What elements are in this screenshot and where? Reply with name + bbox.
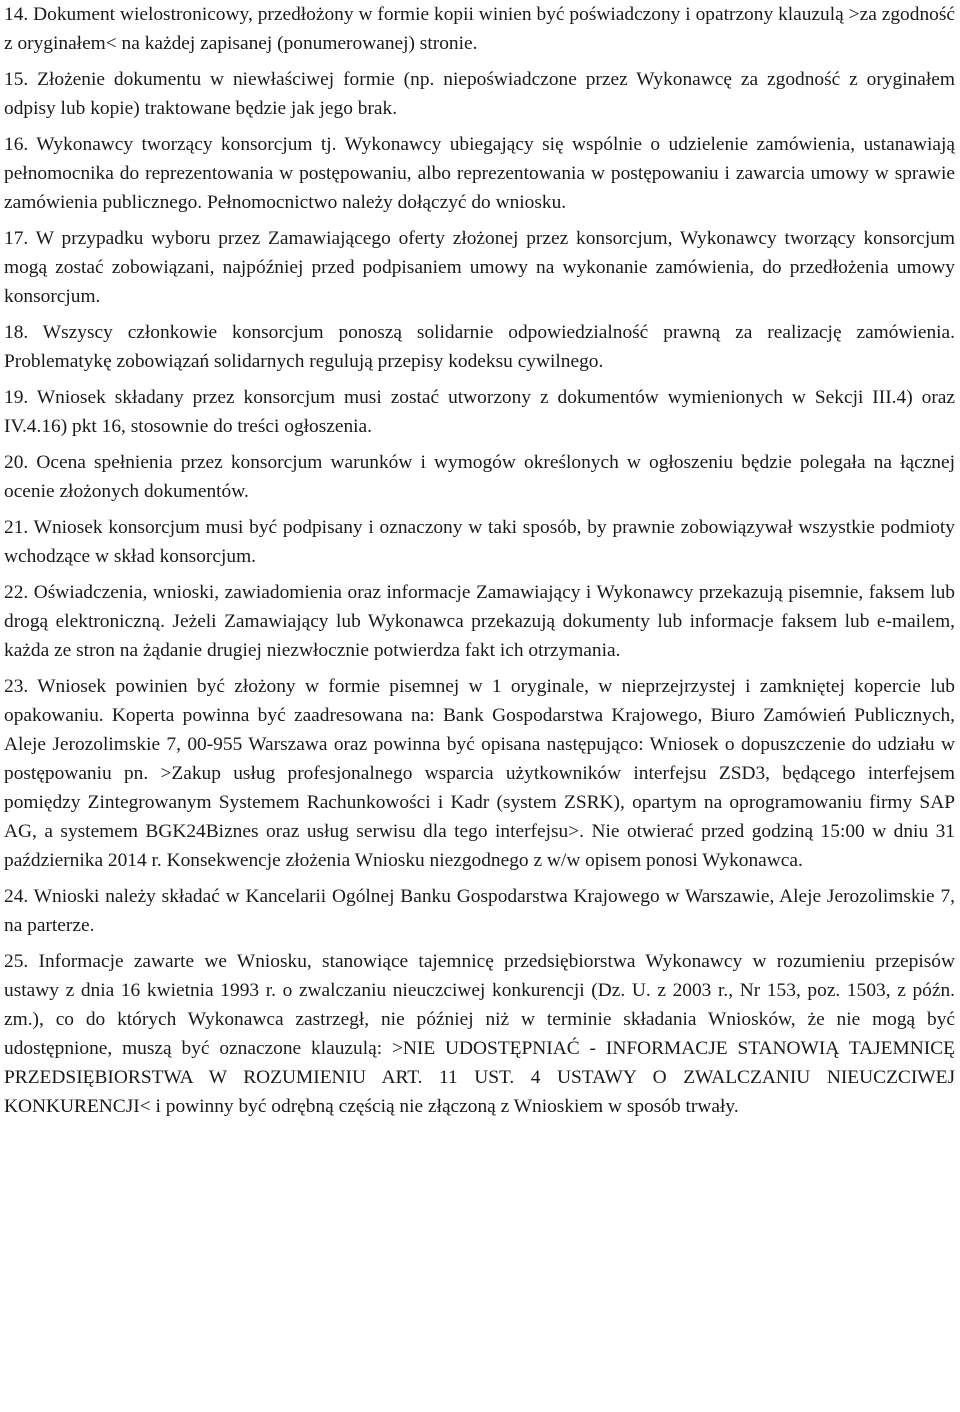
paragraph-24: 24. Wnioski należy składać w Kancelarii Ogólnej Banku Gospodarstwa Krajowego w Warszawie, Aleje Jerozolimskie 7, na parterze. — [4, 886, 955, 936]
paragraph-14: 14. Dokument wielostronicowy, przedłożony w formie kopii winien być poświadczony i opatrzony klauzulą >za zgodność z oryginałem< na każdej zapisanej (ponumerowanej) stronie. — [4, 4, 955, 54]
paragraph-21: 21. Wniosek konsorcjum musi być podpisany i oznaczony w taki sposób, by prawnie zobowiązywał wszystkie podmioty wchodzące w skład konsorcjum. — [4, 517, 955, 567]
paragraph-15: 15. Złożenie dokumentu w niewłaściwej formie (np. niepoświadczone przez Wykonawcę za zgodność z oryginałem odpisy lub kopie) traktowane będzie jak jego brak. — [4, 69, 955, 119]
paragraph-16: 16. Wykonawcy tworzący konsorcjum tj. Wykonawcy ubiegający się wspólnie o udzielenie zamówienia, ustanawiają pełnomocnika do reprezentowania w postępowaniu, albo reprezentowania w postępowaniu i zawarcia umowy w sprawie zamówienia publicznego. Pełnomocnictwo należy dołączyć do wniosku. — [4, 134, 955, 213]
document-page — [4, 0, 955, 1128]
paragraph-19: 19. Wniosek składany przez konsorcjum musi zostać utworzony z dokumentów wymienionych w Sekcji III.4) oraz IV.4.16) pkt 16, stosownie do treści ogłoszenia. — [4, 387, 955, 437]
paragraph-20: 20. Ocena spełnienia przez konsorcjum warunków i wymogów określonych w ogłoszeniu będzie polegała na łącznej ocenie złożonych dokumentów. — [4, 452, 955, 502]
paragraph-18: 18. Wszyscy członkowie konsorcjum ponoszą solidarnie odpowiedzialność prawną za realizację zamówienia. Problematykę zobowiązań solidarnych regulują przepisy kodeksu cywilnego. — [4, 322, 955, 372]
paragraph-25: 25. Informacje zawarte we Wniosku, stanowiące tajemnicę przedsiębiorstwa Wykonawcy w rozumieniu przepisów ustawy z dnia 16 kwietnia 1993 r. o zwalczaniu nieuczciwej konkurencji (Dz. U. z 2003 r., Nr 153, poz. 1503, z późn. zm.), co do których Wykonawca zastrzegł, nie później niż w terminie składania Wniosków, że nie mogą być udostępnione, muszą być oznaczone klauzulą: >NIE UDOSTĘPNIAĆ - INFORMACJE STANOWIĄ TAJEMNICĘ PRZEDSIĘBIORSTWA W ROZUMIENIU ART. 11 UST. 4 USTAWY O ZWALCZANIU NIEUCZCIWEJ KONKURENCJI< i powinny być odrębną częścią nie złączoną z Wnioskiem w sposób trwały. — [4, 951, 955, 1117]
paragraph-22: 22. Oświadczenia, wnioski, zawiadomienia oraz informacje Zamawiający i Wykonawcy przekazują pisemnie, faksem lub drogą elektroniczną. Jeżeli Zamawiający lub Wykonawca przekazują dokumenty lub informacje faksem lub e-mailem, każda ze stron na żądanie drugiej niezwłocznie potwierdza fakt ich otrzymania. — [4, 582, 955, 661]
paragraph-17: 17. W przypadku wyboru przez Zamawiającego oferty złożonej przez konsorcjum, Wykonawcy tworzący konsorcjum mogą zostać zobowiązani, najpóźniej przed podpisaniem umowy na wykonanie zamówienia, do przedłożenia umowy konsorcjum. — [4, 228, 955, 307]
paragraph-23: 23. Wniosek powinien być złożony w formie pisemnej w 1 oryginale, w nieprzejrzystej i zamkniętej kopercie lub opakowaniu. Koperta powinna być zaadresowana na: Bank Gospodarstwa Krajowego, Biuro Zamówień Publicznych, Aleje Jerozolimskie 7, 00-955 Warszawa oraz powinna być opisana następująco: Wniosek o dopuszczenie do udziału w postępowaniu pn. >Zakup usług profesjonalnego wsparcia użytkowników interfejsu ZSD3, będącego interfejsem pomiędzy Zintegrowanym Systemem Rachunkowości i Kadr (system ZSRK), opartym na oprogramowaniu firmy SAP AG, a systemem BGK24Biznes oraz usług serwisu dla tego interfejsu>. Nie otwierać przed godziną 15:00 w dniu 31 października 2014 r. Konsekwencje złożenia Wniosku niezgodnego z w/w opisem ponosi Wykonawca. — [4, 676, 955, 871]
